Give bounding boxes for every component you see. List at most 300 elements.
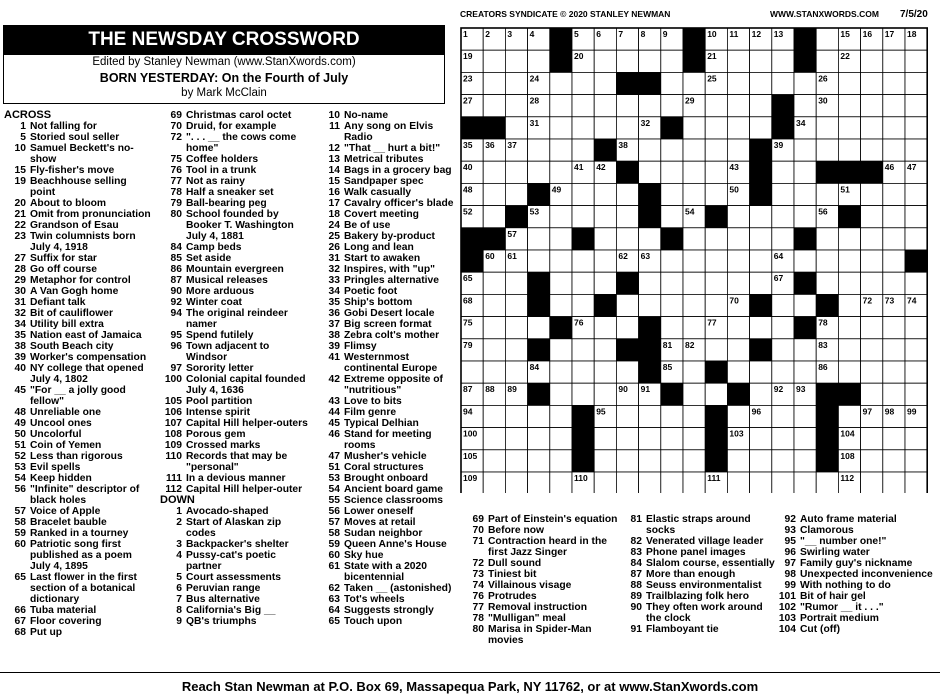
grid-cell[interactable] [905, 183, 927, 205]
grid-cell[interactable] [750, 428, 772, 450]
grid-cell[interactable] [905, 428, 927, 450]
grid-cell[interactable] [594, 72, 616, 94]
grid-cell[interactable] [528, 472, 550, 493]
grid-cell[interactable] [794, 339, 816, 361]
grid-cell[interactable] [661, 250, 683, 272]
grid-cell[interactable] [705, 228, 727, 250]
grid-cell[interactable] [838, 272, 860, 294]
grid-cell[interactable] [705, 294, 727, 316]
grid-cell[interactable] [772, 450, 794, 472]
black-square [905, 250, 927, 272]
grid-cell[interactable] [816, 139, 838, 161]
grid-cell[interactable] [750, 50, 772, 72]
grid-cell[interactable] [594, 117, 616, 139]
grid-cell[interactable] [816, 250, 838, 272]
grid-cell[interactable] [883, 339, 905, 361]
grid-cell[interactable] [838, 139, 860, 161]
grid-cell[interactable] [505, 272, 527, 294]
grid-cell[interactable] [661, 50, 683, 72]
grid-cell[interactable] [772, 294, 794, 316]
grid-cell[interactable] [727, 139, 749, 161]
grid-cell[interactable] [616, 228, 638, 250]
grid-cell[interactable] [572, 361, 594, 383]
grid-cell[interactable] [861, 428, 883, 450]
grid-cell[interactable] [550, 206, 572, 228]
grid-cell[interactable] [483, 472, 505, 493]
grid-cell[interactable] [794, 405, 816, 427]
clue-number: 18 [328, 209, 340, 220]
grid-cell[interactable] [594, 383, 616, 405]
grid-cell[interactable] [794, 450, 816, 472]
grid-cell[interactable] [750, 361, 772, 383]
grid-cell[interactable] [505, 361, 527, 383]
grid-cell[interactable] [594, 361, 616, 383]
grid-cell[interactable] [883, 383, 905, 405]
grid-cell[interactable] [861, 383, 883, 405]
grid-cell[interactable] [639, 472, 661, 493]
grid-cell[interactable] [505, 95, 527, 117]
grid-cell[interactable] [505, 317, 527, 339]
grid-cell[interactable] [750, 317, 772, 339]
grid-cell[interactable] [750, 450, 772, 472]
grid-cell[interactable] [505, 50, 527, 72]
grid-cell[interactable] [594, 317, 616, 339]
clue-number: 61 [328, 561, 340, 572]
grid-cell[interactable] [705, 95, 727, 117]
grid-cell[interactable] [550, 339, 572, 361]
grid-cell[interactable] [794, 472, 816, 493]
grid-cell[interactable] [550, 361, 572, 383]
grid-cell[interactable] [861, 206, 883, 228]
grid-cell[interactable] [505, 117, 527, 139]
grid-cell[interactable] [883, 361, 905, 383]
grid-cell[interactable] [594, 339, 616, 361]
grid-cell[interactable] [639, 161, 661, 183]
grid-cell[interactable] [750, 95, 772, 117]
clue-text: Covert meeting [344, 209, 419, 220]
grid-cell[interactable] [661, 450, 683, 472]
grid-cell[interactable] [883, 183, 905, 205]
grid-cell[interactable] [705, 183, 727, 205]
grid-cell[interactable] [905, 339, 927, 361]
grid-cell[interactable] [727, 405, 749, 427]
grid-cell[interactable] [505, 339, 527, 361]
grid-cell[interactable] [905, 450, 927, 472]
grid-cell[interactable] [683, 383, 705, 405]
grid-cell[interactable] [861, 139, 883, 161]
grid-cell[interactable] [683, 450, 705, 472]
grid-cell[interactable] [550, 294, 572, 316]
grid-cell[interactable] [905, 139, 927, 161]
grid-cell[interactable] [528, 228, 550, 250]
clue-number: 32 [14, 308, 26, 319]
grid-cell[interactable] [905, 272, 927, 294]
grid-cell[interactable] [683, 272, 705, 294]
grid-cell[interactable] [772, 472, 794, 493]
grid-cell[interactable] [727, 472, 749, 493]
grid-cell[interactable] [550, 428, 572, 450]
grid-cell[interactable] [905, 50, 927, 72]
grid-cell[interactable] [594, 50, 616, 72]
grid-cell[interactable] [905, 472, 927, 493]
grid-cell[interactable] [639, 272, 661, 294]
grid-cell[interactable] [750, 472, 772, 493]
grid-cell[interactable] [661, 139, 683, 161]
clue-number: 15 [328, 176, 340, 187]
grid-cell[interactable] [705, 139, 727, 161]
grid-cell[interactable] [816, 183, 838, 205]
grid-cell[interactable] [483, 339, 505, 361]
grid-cell[interactable] [483, 450, 505, 472]
grid-cell[interactable] [505, 450, 527, 472]
grid-cell[interactable] [861, 272, 883, 294]
grid-cell[interactable] [616, 294, 638, 316]
grid-cell[interactable] [705, 272, 727, 294]
grid-cell[interactable] [528, 250, 550, 272]
grid-cell[interactable] [727, 317, 749, 339]
grid-cell[interactable] [661, 183, 683, 205]
grid-cell[interactable] [572, 183, 594, 205]
grid-cell[interactable] [616, 206, 638, 228]
grid-cell[interactable] [816, 472, 838, 493]
grid-cell[interactable] [550, 95, 572, 117]
grid-cell[interactable] [639, 95, 661, 117]
grid-cell[interactable] [772, 405, 794, 427]
grid-cell[interactable] [838, 361, 860, 383]
grid-cell[interactable] [639, 428, 661, 450]
clue-text: Not as rainy [186, 176, 245, 187]
black-square [528, 272, 550, 294]
grid-cell[interactable] [838, 95, 860, 117]
grid-cell[interactable] [772, 228, 794, 250]
grid-cell[interactable] [727, 450, 749, 472]
grid-cell[interactable] [683, 472, 705, 493]
grid-cell[interactable] [483, 428, 505, 450]
grid-cell[interactable] [594, 450, 616, 472]
grid-cell[interactable] [772, 206, 794, 228]
grid-cell[interactable] [727, 339, 749, 361]
grid-cell[interactable] [550, 117, 572, 139]
grid-cell[interactable] [572, 117, 594, 139]
grid-cell[interactable] [861, 117, 883, 139]
grid-cell[interactable] [528, 161, 550, 183]
grid-cell[interactable] [505, 428, 527, 450]
grid-cell[interactable] [594, 250, 616, 272]
cell-number: 13 [773, 29, 784, 39]
grid-cell[interactable] [816, 28, 838, 50]
grid-cell[interactable] [572, 72, 594, 94]
grid-cell[interactable] [572, 139, 594, 161]
grid-cell[interactable] [905, 228, 927, 250]
grid-cell[interactable] [572, 206, 594, 228]
cell-number: 73 [884, 295, 895, 306]
grid-cell[interactable] [750, 117, 772, 139]
grid-cell[interactable] [750, 250, 772, 272]
grid-cell[interactable] [639, 450, 661, 472]
grid-cell[interactable] [883, 50, 905, 72]
grid-cell[interactable] [727, 50, 749, 72]
grid-cell[interactable] [594, 472, 616, 493]
grid-cell[interactable] [794, 294, 816, 316]
grid-cell[interactable] [727, 272, 749, 294]
grid-cell[interactable] [616, 183, 638, 205]
grid-cell[interactable] [816, 272, 838, 294]
grid-cell[interactable] [861, 339, 883, 361]
grid-cell[interactable] [750, 206, 772, 228]
grid-cell[interactable] [683, 117, 705, 139]
grid-cell[interactable] [483, 206, 505, 228]
grid-cell[interactable] [794, 183, 816, 205]
clue-text: Metaphor for control [30, 275, 131, 286]
clue-text: More arduous [186, 286, 255, 297]
grid-cell[interactable] [816, 228, 838, 250]
grid-cell[interactable] [883, 139, 905, 161]
grid-cell[interactable] [883, 272, 905, 294]
grid-cell[interactable] [572, 339, 594, 361]
grid-cell[interactable] [505, 472, 527, 493]
grid-cell[interactable] [816, 117, 838, 139]
grid-cell[interactable] [838, 317, 860, 339]
grid-cell[interactable] [572, 383, 594, 405]
grid-cell[interactable] [616, 428, 638, 450]
grid-cell[interactable] [772, 339, 794, 361]
grid-cell[interactable] [550, 405, 572, 427]
grid-cell[interactable] [550, 161, 572, 183]
grid-cell[interactable] [816, 50, 838, 72]
grid-cell[interactable] [661, 405, 683, 427]
grid-cell[interactable] [461, 361, 483, 383]
grid-cell[interactable] [838, 72, 860, 94]
grid-cell[interactable] [550, 139, 572, 161]
grid-cell[interactable] [727, 72, 749, 94]
grid-cell[interactable] [483, 72, 505, 94]
grid-cell[interactable] [794, 361, 816, 383]
grid-cell[interactable] [838, 294, 860, 316]
grid-cell[interactable] [661, 206, 683, 228]
grid-cell[interactable] [550, 383, 572, 405]
grid-cell[interactable] [727, 250, 749, 272]
grid-cell[interactable] [683, 317, 705, 339]
grid-cell[interactable] [883, 472, 905, 493]
grid-cell[interactable] [838, 339, 860, 361]
grid-cell[interactable] [594, 95, 616, 117]
grid-cell[interactable] [661, 95, 683, 117]
grid-cell[interactable] [572, 272, 594, 294]
grid-cell[interactable] [705, 383, 727, 405]
grid-cell[interactable] [483, 161, 505, 183]
grid-cell[interactable] [794, 206, 816, 228]
grid-cell[interactable] [483, 50, 505, 72]
grid-cell[interactable] [861, 472, 883, 493]
black-square [550, 317, 572, 339]
grid-cell[interactable] [483, 272, 505, 294]
grid-cell[interactable] [528, 450, 550, 472]
grid-cell[interactable] [883, 428, 905, 450]
grid-cell[interactable] [572, 294, 594, 316]
grid-cell[interactable] [594, 206, 616, 228]
grid-cell[interactable] [572, 95, 594, 117]
grid-cell[interactable] [594, 228, 616, 250]
grid-cell[interactable] [505, 405, 527, 427]
grid-cell[interactable] [616, 117, 638, 139]
grid-cell[interactable] [883, 317, 905, 339]
grid-cell[interactable] [838, 228, 860, 250]
grid-cell[interactable] [483, 183, 505, 205]
grid-cell[interactable] [883, 250, 905, 272]
grid-cell[interactable] [616, 317, 638, 339]
clue-number: 107 [164, 418, 182, 429]
grid-cell[interactable] [727, 361, 749, 383]
grid-cell[interactable] [616, 95, 638, 117]
black-square [461, 250, 483, 272]
grid-cell[interactable] [639, 294, 661, 316]
grid-cell[interactable] [616, 405, 638, 427]
grid-cell[interactable] [883, 206, 905, 228]
grid-cell[interactable] [616, 450, 638, 472]
grid-cell[interactable] [772, 428, 794, 450]
grid-cell[interactable] [705, 117, 727, 139]
grid-cell[interactable] [883, 117, 905, 139]
grid-cell[interactable] [616, 50, 638, 72]
grid-cell[interactable] [705, 339, 727, 361]
grid-cell[interactable] [883, 95, 905, 117]
grid-cell[interactable] [528, 50, 550, 72]
grid-cell[interactable] [727, 117, 749, 139]
grid-cell[interactable] [705, 161, 727, 183]
grid-cell[interactable] [572, 250, 594, 272]
grid-cell[interactable] [639, 228, 661, 250]
grid-cell[interactable] [483, 294, 505, 316]
clue-number: 94 [170, 308, 182, 319]
grid-cell[interactable] [505, 161, 527, 183]
grid-cell[interactable] [550, 472, 572, 493]
grid-cell[interactable] [528, 428, 550, 450]
grid-cell[interactable] [861, 50, 883, 72]
grid-cell[interactable] [772, 183, 794, 205]
grid-cell[interactable] [550, 250, 572, 272]
clue-item [318, 616, 458, 627]
clue-number: 58 [328, 528, 340, 539]
grid-cell[interactable] [528, 317, 550, 339]
grid-cell[interactable] [838, 250, 860, 272]
grid-cell[interactable] [616, 472, 638, 493]
cell-number: 24 [529, 73, 540, 84]
grid-cell[interactable] [750, 228, 772, 250]
grid-cell[interactable] [861, 72, 883, 94]
grid-cell[interactable] [483, 405, 505, 427]
grid-cell[interactable] [883, 228, 905, 250]
grid-cell[interactable] [594, 272, 616, 294]
grid-cell[interactable] [550, 272, 572, 294]
grid-cell[interactable] [505, 72, 527, 94]
grid-cell[interactable] [861, 450, 883, 472]
grid-cell[interactable] [727, 228, 749, 250]
grid-cell[interactable] [905, 317, 927, 339]
grid-cell[interactable] [861, 361, 883, 383]
grid-cell[interactable] [683, 139, 705, 161]
grid-cell[interactable] [905, 72, 927, 94]
grid-cell[interactable] [883, 72, 905, 94]
grid-cell[interactable] [528, 139, 550, 161]
grid-cell[interactable] [861, 250, 883, 272]
grid-cell[interactable] [772, 361, 794, 383]
grid-cell[interactable] [794, 250, 816, 272]
grid-cell[interactable] [750, 272, 772, 294]
grid-cell[interactable] [794, 139, 816, 161]
grid-cell[interactable] [483, 95, 505, 117]
grid-cell[interactable] [550, 72, 572, 94]
grid-cell[interactable] [905, 117, 927, 139]
grid-cell[interactable] [661, 317, 683, 339]
grid-cell[interactable] [861, 317, 883, 339]
grid-cell[interactable] [750, 383, 772, 405]
grid-cell[interactable] [772, 50, 794, 72]
grid-cell[interactable] [683, 161, 705, 183]
grid-cell[interactable] [905, 383, 927, 405]
grid-cell[interactable] [683, 228, 705, 250]
grid-cell[interactable] [905, 361, 927, 383]
grid-cell[interactable] [639, 50, 661, 72]
grid-cell[interactable] [905, 95, 927, 117]
grid-cell[interactable] [905, 206, 927, 228]
grid-cell[interactable] [661, 428, 683, 450]
grid-cell[interactable] [661, 294, 683, 316]
grid-cell[interactable] [861, 95, 883, 117]
grid-cell[interactable] [683, 183, 705, 205]
grid-cell[interactable] [683, 72, 705, 94]
grid-cell[interactable] [661, 272, 683, 294]
grid-cell[interactable] [772, 317, 794, 339]
grid-cell[interactable] [639, 139, 661, 161]
grid-cell[interactable] [861, 183, 883, 205]
clue-item [4, 165, 154, 176]
grid-cell[interactable] [838, 117, 860, 139]
grid-cell[interactable] [750, 72, 772, 94]
grid-cell[interactable] [661, 472, 683, 493]
grid-cell[interactable] [661, 72, 683, 94]
grid-cell[interactable] [616, 361, 638, 383]
grid-cell[interactable] [772, 72, 794, 94]
grid-cell[interactable] [661, 161, 683, 183]
grid-cell[interactable] [794, 72, 816, 94]
grid-cell[interactable] [772, 161, 794, 183]
grid-cell[interactable] [727, 95, 749, 117]
grid-cell[interactable] [550, 228, 572, 250]
grid-cell[interactable] [683, 405, 705, 427]
grid-cell[interactable] [883, 450, 905, 472]
grid-cell[interactable] [483, 317, 505, 339]
grid-cell[interactable] [550, 450, 572, 472]
grid-cell[interactable] [483, 361, 505, 383]
grid-cell[interactable] [838, 405, 860, 427]
grid-cell[interactable] [505, 183, 527, 205]
grid-cell[interactable] [594, 183, 616, 205]
grid-cell[interactable] [683, 250, 705, 272]
grid-cell[interactable] [683, 294, 705, 316]
grid-cell[interactable] [639, 405, 661, 427]
grid-cell[interactable] [861, 228, 883, 250]
grid-cell[interactable] [794, 95, 816, 117]
grid-cell[interactable] [727, 206, 749, 228]
grid-cell[interactable] [594, 428, 616, 450]
grid-cell[interactable] [505, 294, 527, 316]
grid-cell[interactable] [528, 405, 550, 427]
grid-cell[interactable] [705, 250, 727, 272]
grid-cell[interactable] [794, 161, 816, 183]
grid-cell[interactable] [683, 361, 705, 383]
grid-cell[interactable] [683, 428, 705, 450]
grid-cell[interactable] [794, 428, 816, 450]
